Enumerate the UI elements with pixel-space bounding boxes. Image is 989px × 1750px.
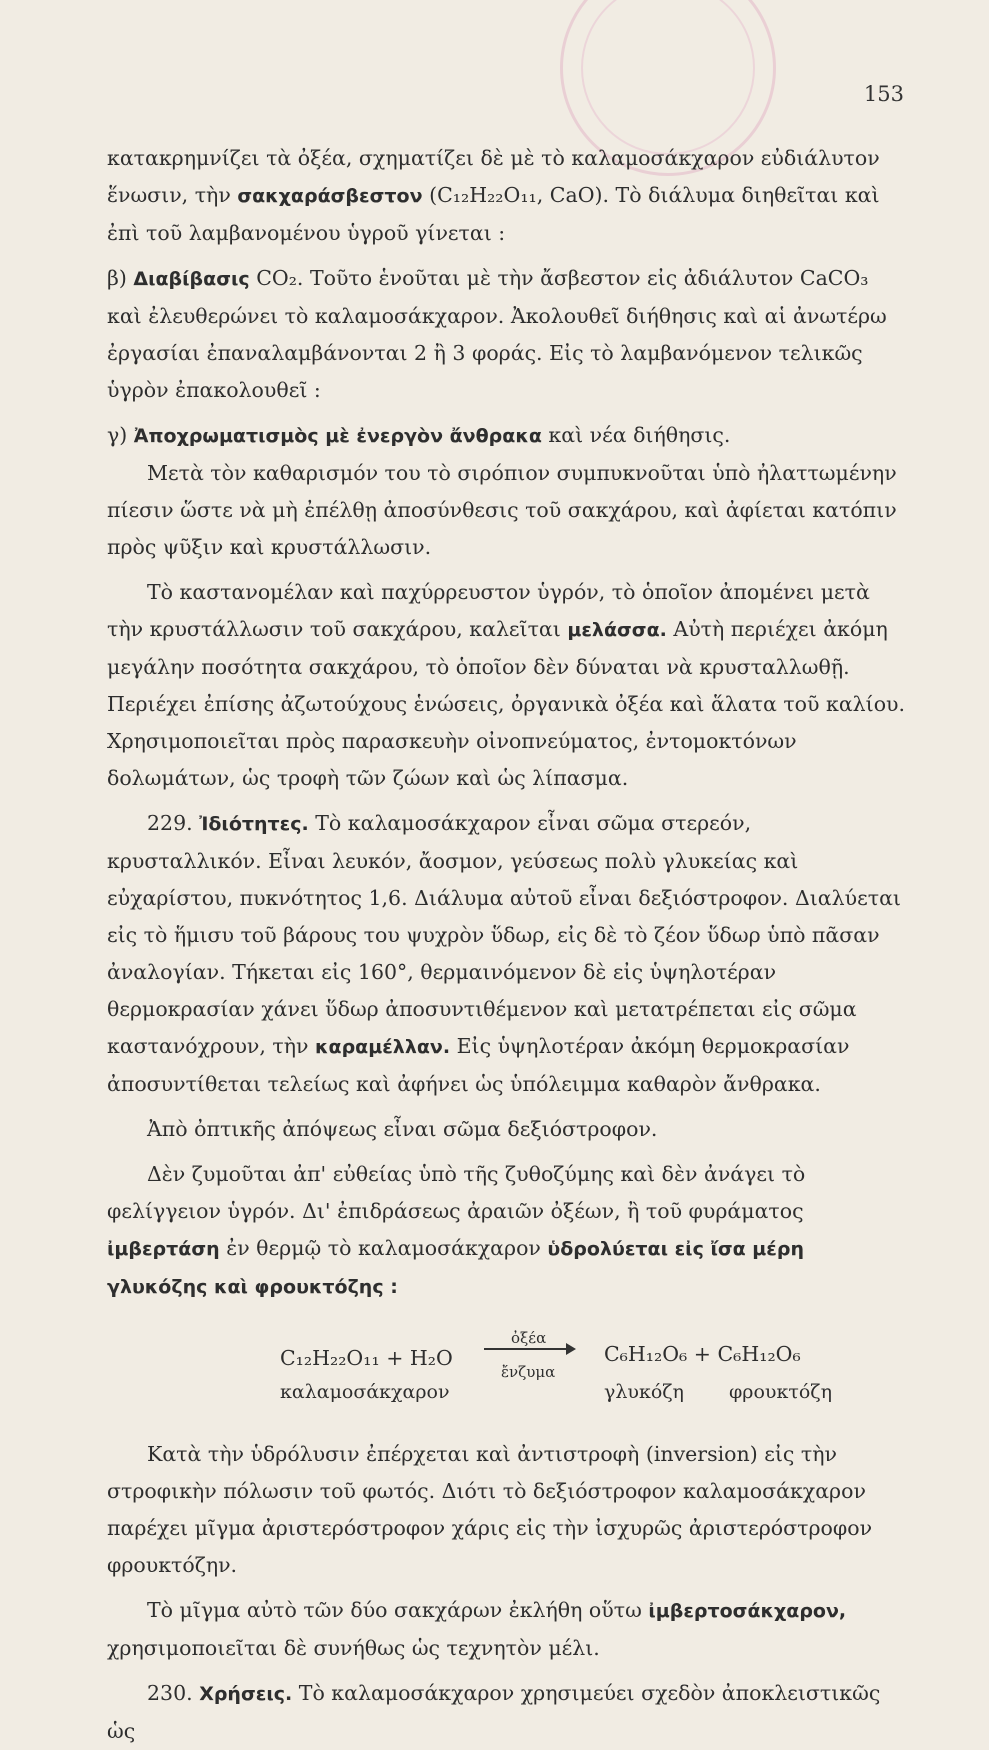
- paragraph-2: [107, 260, 907, 409]
- bold-term: Ἀποχρωματισμὸς μὲ ἐνεργὸν ἄνθρακα: [133, 425, 542, 447]
- bold-term: ὑδρολύεται εἰς ἴσα μέρη γλυκόζης καὶ φρουκτόζης :: [107, 1238, 804, 1298]
- text-run: Δὲν ζυμοῦται ἀπ' εὐθείας ὑπὸ τῆς ζυθοζύμης καὶ δὲν ἀνάγει τὸ φελίγγειον ὑγρόν. Δι' ἐπιδράσεως ἀραιῶν ὀξέων, ἢ τοῦ φυράματος: [107, 1162, 806, 1223]
- equation-reactants: C₁₂H₂₂O₁₁ + H₂O: [280, 1346, 453, 1370]
- text-run: Τὸ μῖγμα αὐτὸ τῶν δύο σακχάρων ἐκλήθη οὕτω: [147, 1598, 642, 1622]
- list-marker: γ): [107, 423, 128, 447]
- paragraph-4: Μετὰ τὸν καθαρισμόν του τὸ σιρόπιον συμπυκνοῦται ὑπὸ ἠλαττωμένην πίεσιν ὥστε νὰ μὴ ἐπέλθῃ ἀποσύνθεσις τοῦ σακχάρου, καὶ ἀφίεται κατόπιν πρὸς ψῦξιν καὶ κρυστάλλωσιν.: [107, 461, 897, 559]
- section-heading: Ἰδιότητες.: [199, 813, 309, 835]
- label-reactant: καλαμοσάκχαρον: [280, 1381, 450, 1403]
- reaction-arrow: [484, 1348, 574, 1350]
- section-number: 230.: [147, 1681, 193, 1705]
- bold-term: σακχαράσβεστον: [237, 185, 423, 207]
- text-run: κατακρημνίζει τὰ ὀξέα, σχηματίζει δὲ μὲ τὸ καλαμοσάκχαρον εὐδιάλυτον ἕνωσιν, τὴν: [107, 146, 880, 207]
- formula: (C₁₂H₂₂O₁₁, CaO).: [429, 183, 610, 207]
- section-heading: Χρήσεις.: [199, 1683, 293, 1705]
- paragraph-1: [107, 140, 907, 252]
- bold-term: καραμέλλαν.: [315, 1036, 451, 1058]
- catalyst-top: ὀξέα: [511, 1329, 547, 1347]
- paragraph-8: [107, 1156, 907, 1306]
- paragraph-7: Ἀπὸ ὀπτικῆς ἀπόψεως εἶναι σῶμα δεξιόστροφον.: [147, 1117, 658, 1141]
- text-run: Εἰς ὑψηλοτέραν ἀκόμη θερμοκρασίαν ἀποσυντίθεται τελείως καὶ ἀφήνει ὡς ὑπόλειμμα καθαρὸν ἄνθρακα.: [107, 1034, 850, 1096]
- page-body: [107, 140, 907, 1750]
- text-run: Τὸ καλαμοσάκχαρον χρησιμεύει σχεδὸν ἀποκλειστικῶς ὡς: [107, 1681, 881, 1743]
- page-number: 153: [863, 82, 904, 106]
- bold-term: Διαβίβασις: [133, 268, 250, 290]
- paragraph-10: [107, 1592, 907, 1667]
- paragraph-6: [107, 805, 907, 1103]
- paragraph-3: [107, 417, 907, 455]
- paragraph-5: [107, 574, 907, 797]
- paragraph-9: Κατὰ τὴν ὑδρόλυσιν ἐπέρχεται καὶ ἀντιστροφὴ (inversion) εἰς τὴν στροφικὴν πόλωσιν τοῦ φωτός. Διότι τὸ δεξιόστροφον καλαμοσάκχαρον παρέχει μῖγμα ἀριστερόστροφον χάρις εἰς τὴν ἰσχυρῶς ἀριστερόστροφον φρουκτόζην.: [107, 1442, 873, 1577]
- text-run: ἐν θερμῷ τὸ καλαμοσάκχαρον: [226, 1236, 541, 1260]
- text-run: χρησιμοποιεῖται δὲ συνήθως ὡς τεχνητὸν μέλι.: [107, 1636, 600, 1660]
- bold-term: ἰμβερτάση: [107, 1238, 220, 1260]
- hydrolysis-equation: [107, 1329, 907, 1414]
- catalyst-bottom: ἔνζυμα: [501, 1363, 556, 1381]
- text-run: Τὸ διάλυμα διηθεῖται καὶ ἐπὶ τοῦ λαμβανομένου ὑγροῦ γίνεται :: [107, 183, 880, 245]
- bold-term: ἰμβερτοσάκχαρον,: [648, 1600, 847, 1622]
- equation-products: C₆H₁₂O₆ + C₆H₁₂O₆: [604, 1342, 801, 1366]
- text-run: Αὐτὴ περιέχει ἀκόμη μεγάλην ποσότητα σακχάρου, τὸ ὁποῖον δὲν δύναται νὰ κρυσταλλωθῇ. Περιέχει ἐπίσης ἀζωτούχους ἑνώσεις, ὀργανικὰ ὀξέα καὶ ἅλατα τοῦ καλίου. Χρησιμοποιεῖται πρὸς παρασκευὴν οἰνοπνεύματος, ἐντομοκτόνων δολωμάτων, ὡς τροφὴ τῶν ζώων καὶ ὡς λίπασμα.: [107, 617, 906, 790]
- list-marker: β): [107, 266, 127, 290]
- bold-term: μελάσσα.: [567, 619, 667, 641]
- paragraph-11: [107, 1675, 907, 1750]
- label-product-2: φρουκτόζη: [729, 1381, 832, 1403]
- text-run: Τὸ καστανομέλαν καὶ παχύρρευστον ὑγρόν, τὸ ὁποῖον ἀπομένει μετὰ τὴν κρυστάλλωσιν τοῦ σακχάρου, καλεῖται: [107, 580, 870, 641]
- text-run: CO₂. Τοῦτο ἑνοῦται μὲ τὴν ἄσβεστον εἰς ἀδιάλυτον CaCO₃ καὶ ἐλευθερώνει τὸ καλαμοσάκχαρον. Ἀκολουθεῖ διήθησις καὶ αἱ ἀνωτέρω ἐργασίαι ἐπαναλαμβάνονται 2 ἢ 3 φοράς. Εἰς τὸ λαμβανόμενον τελικῶς ὑγρὸν ἐπακολουθεῖ :: [107, 266, 887, 402]
- text-run: Τὸ καλαμοσάκχαρον εἶναι σῶμα στερεόν, κρυσταλλικόν. Εἶναι λευκόν, ἄοσμον, γεύσεως πολὺ γλυκείας καὶ εὐχαρίστου, πυκνότητος 1,6. Διάλυμα αὐτοῦ εἶναι δεξιόστροφον. Διαλύεται εἰς τὸ ἥμισυ τοῦ βάρους του ψυχρὸν ὕδωρ, εἰς δὲ τὸ ζέον ὕδωρ ὑπὸ πᾶσαν ἀναλογίαν. Τήκεται εἰς 160°, θερμαινόμενον δὲ εἰς ὑψηλοτέραν θερμοκρασίαν χάνει ὕδωρ ἀποσυντιθέμενον καὶ μετατρέπεται εἰς σῶμα καστανόχρουν, τὴν: [107, 811, 901, 1058]
- text-run: καὶ νέα διήθησις.: [548, 423, 731, 447]
- section-number: 229.: [147, 811, 193, 835]
- label-product-1: γλυκόζη: [604, 1381, 684, 1403]
